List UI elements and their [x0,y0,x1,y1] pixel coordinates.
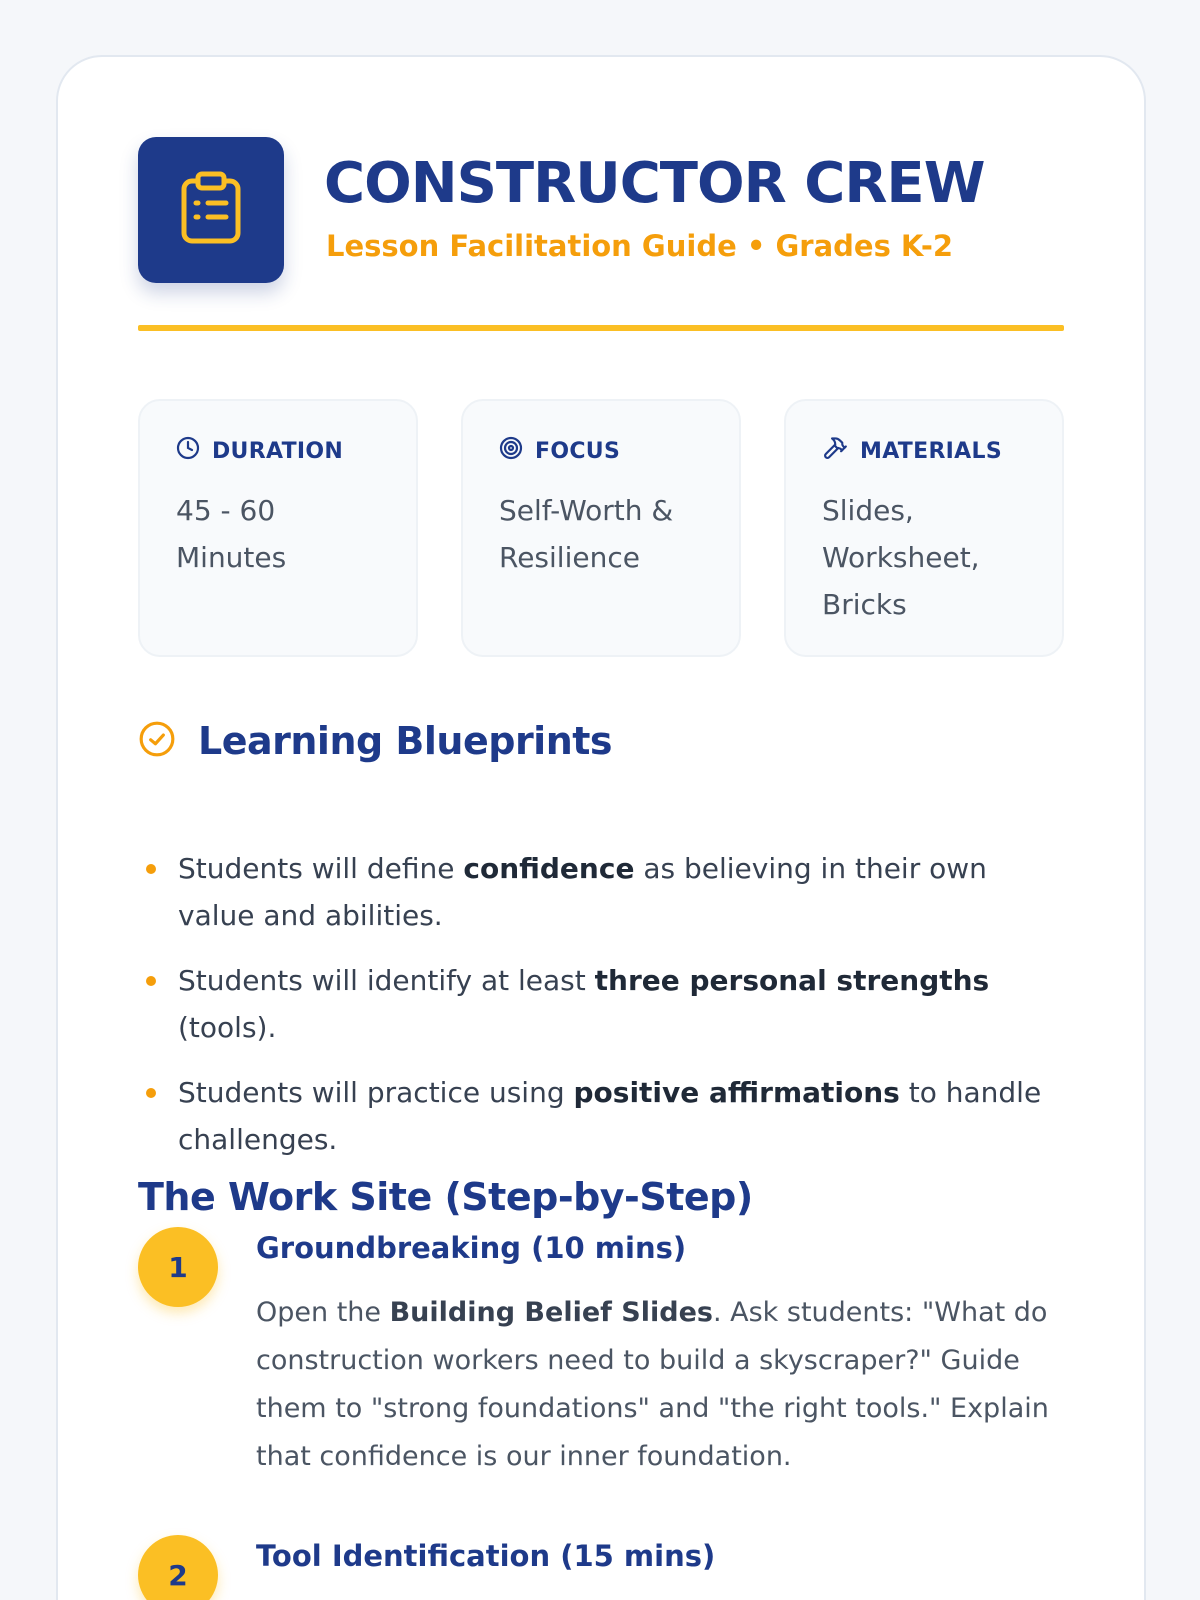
stat-value-line: Self-Worth & [499,494,674,527]
stat-label: FOCUS [535,438,621,464]
stat-label-row [499,437,703,465]
stat-label: DURATION [212,438,344,464]
stat-card-duration [138,399,418,657]
step-body [256,1535,1056,1577]
list-item: Students will practice using positive affirmations to handle challenges. [138,1069,1064,1163]
bullet-dot [146,1088,156,1098]
bullet-dot [146,976,156,986]
stat-value [822,487,1026,628]
objectives-heading [138,719,612,763]
stat-label-row [176,437,380,465]
stat-value-line: Slides, [822,494,914,527]
stat-label: MATERIALS [860,438,1002,464]
stat-value-line: Resilience [499,541,640,574]
objectives-list [138,845,1064,1181]
section-title: Learning Blueprints [198,719,613,763]
page-subtitle: Lesson Facilitation Guide • Grades K-2 [326,229,954,263]
check-circle-icon [138,720,176,762]
stat-card-materials [784,399,1064,657]
lesson-guide-card [56,55,1146,1600]
worksite-title: The Work Site (Step-by-Step) [138,1175,753,1219]
stat-value-line: Minutes [176,541,287,574]
lesson-stats [138,399,1064,657]
logo-badge [138,137,284,283]
clock-icon [176,436,212,466]
step-description: Open the Building Belief Slides. Ask students: "What do construction workers need to build a skyscraper?" Guide them to "strong foundations" and "the right tools." Explain that confidence is our inner foundation. [256,1297,1049,1472]
step-body [256,1227,1056,1481]
stat-value [499,487,703,581]
stat-value-line: Worksheet, [822,541,980,574]
page-title: CONSTRUCTOR CREW [324,151,985,216]
step-number-badge: 2 [138,1535,218,1600]
stat-label-row [822,437,1026,465]
clipboard-list-icon [180,171,242,249]
step-number-badge: 1 [138,1227,218,1307]
list-item: Students will define confidence as believing in their own value and abilities. [138,845,1064,939]
stat-value [176,487,380,581]
bullet-dot [146,864,156,874]
stat-value-line: 45 - 60 [176,494,276,527]
stat-value-line: Bricks [822,588,907,621]
list-item: Students will identify at least three personal strengths (tools). [138,957,1064,1051]
hammer-icon [822,435,860,467]
step-title: Tool Identification (15 mins) [256,1539,716,1573]
target-icon [499,436,535,466]
header-divider [138,325,1064,331]
step-title: Groundbreaking (10 mins) [256,1231,687,1265]
guide-header [138,137,1064,327]
stat-card-focus [461,399,741,657]
